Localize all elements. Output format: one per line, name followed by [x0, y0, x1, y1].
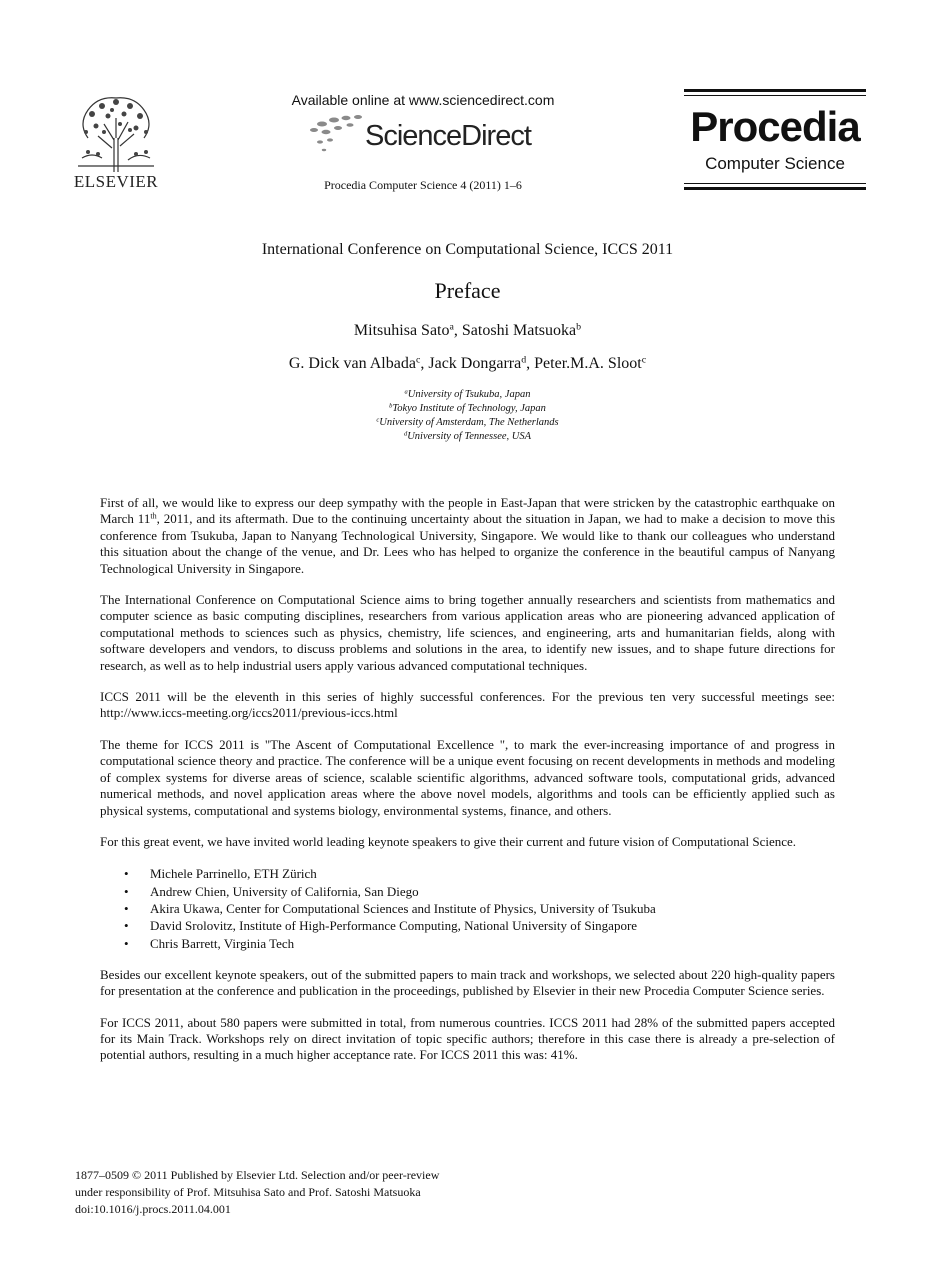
paragraph-5: For this great event, we have invited world leading keynote speakers to give their current and future vision of Computational Science.: [100, 833, 797, 849]
affiliation: $^b$Tokyo Institute of Technology, Japan: [389, 402, 546, 414]
author-affiliation-mark: d: [521, 354, 527, 366]
footer-line-2: under responsibility of Prof. Mitsuhisa Sato and Prof. Satoshi Matsuoka: [75, 1184, 421, 1199]
paragraph-6: Besides our excellent keynote speakers, out of the submitted papers to main track and workshops, we selected about 220 high-quality papers for presentation at the conference and publication in the proceedings, published by Elsevier in their new Procedia Computer Science series.: [100, 966, 835, 999]
list-item: • Andrew Chien, University of California, San Diego: [150, 883, 835, 900]
list-item: • Michele Parrinello, ETH Zürich: [150, 865, 835, 882]
author-affiliation-mark: b: [576, 321, 582, 333]
paragraph-3: ICCS 2011 will be the eleventh in this series of highly successful conferences. For the previous ten very successful meetings see: http://www.iccs-meeting.org/iccs2011/previous-iccs.html: [100, 689, 835, 721]
keynote-speakers-list: [100, 865, 835, 951]
affiliation: $^a$University of Tsukuba, Japan: [404, 388, 531, 400]
author-name: Satoshi Matsuoka: [461, 322, 577, 339]
authors-line-1: Mitsuhisa Sato$^a$, Satoshi Matsuoka$^b$: [353, 321, 582, 339]
author-name: Jack Dongarra: [428, 355, 522, 372]
conference-name: International Conference on Computational Science, ICCS 2011: [261, 241, 674, 258]
journal-citation: Procedia Computer Science 4 (2011) 1–6: [324, 178, 522, 192]
available-online-text: Available online at www.sciencedirect.com: [291, 92, 555, 108]
author-name: Mitsuhisa Sato: [353, 322, 450, 339]
affiliation: $^c$University of Amsterdam, The Netherlands: [376, 416, 559, 428]
article-title: Preface: [434, 278, 501, 303]
affiliations: [100, 388, 835, 444]
article-body: [100, 495, 835, 1079]
procedia-title: Procedia: [690, 103, 860, 150]
paragraph-2: The International Conference on Computational Science aims to bring together annually researchers and scientists from mathematics and computer science as basic computing disciplines, researchers from various application areas who are pioneering advanced application of computational methods to sciences such as physics, chemistry, life sciences, and engineering, arts and humanitarian fields, along with software developers and vendors, to discuss problems and solutions in the area, to identify new issues, and to shape future directions for research, as well as to help industrial users apply various advanced computational techniques.: [100, 592, 835, 673]
list-item: • Chris Barrett, Virginia Tech: [150, 935, 835, 952]
authors-line-2: G. Dick van Albada$^c$, Jack Dongarra$^d$, Peter.M.A. Sloot$^c$: [288, 354, 647, 372]
list-item: • Akira Ukawa, Center for Computational Sciences and Institute of Physics, University of Tsukuba: [150, 900, 835, 917]
author-affiliation-mark: c: [415, 354, 421, 366]
paragraph-1: First of all, we would like to express our deep sympathy with the people in East-Japan that were stricken by the catastrophic earthquake on March 11th, 2011, and its aftermath. Due to the continuing uncertainty about the situation in Japan, we had to make a decision to move this conference from Tsukuba, Japan to Nanyang Technological University, Singapore. We would like to thank our colleagues who understand this situation about the change of the venue, and Dr. Lees who has helped to organize the conference in the beautiful campus of Nanyang Technological University in Singapore.: [100, 495, 836, 576]
footer-line-1: 1877–0509 © 2011 Published by Elsevier Ltd. Selection and/or peer-review: [75, 1168, 440, 1182]
author-affiliation-mark: a: [449, 321, 454, 333]
doi: doi:10.1016/j.procs.2011.04.001: [75, 1201, 231, 1216]
paragraph-7: For ICCS 2011, about 580 papers were submitted in total, from numerous countries. ICCS 2011 had 28% of the submitted papers accepted for its Main Track. Workshops rely on direct invitation of topic specific authors; therefore in this case there is already a pre-selection of potential authors, resulting in a much higher acceptance rate. For ICCS 2011 this was: 41%.: [100, 1014, 835, 1063]
procedia-subtitle: Computer Science: [705, 154, 845, 173]
affiliation: $^d$University of Tennessee, USA: [403, 430, 532, 442]
list-item: • David Srolovitz, Institute of High-Performance Computing, National University of Singapore: [150, 917, 835, 934]
paragraph-4: The theme for ICCS 2011 is "The Ascent of Computational Excellence ", to mark the ever-increasing importance of and progress in computational science theory and practice. The conference will be a unique event focusing on recent developments in methods and modeling of complex systems for diverse areas of science, scalable scientific algorithms, advanced software tools, computational grids, advanced numerical methods, and novel application areas where the above novel models, algorithms and tools can be efficiently applied such as physical systems, computational and systems biology, environmental systems, finance, and others.: [100, 736, 835, 818]
copyright-footer: [75, 1167, 555, 1217]
sciencedirect-wordmark: ScienceDirect: [365, 120, 531, 152]
author-name: G. Dick van Albada: [288, 355, 416, 372]
elsevier-wordmark: ELSEVIER: [73, 172, 159, 191]
author-name: Peter.M.A. Sloot: [534, 355, 642, 372]
author-affiliation-mark: c: [641, 354, 647, 366]
